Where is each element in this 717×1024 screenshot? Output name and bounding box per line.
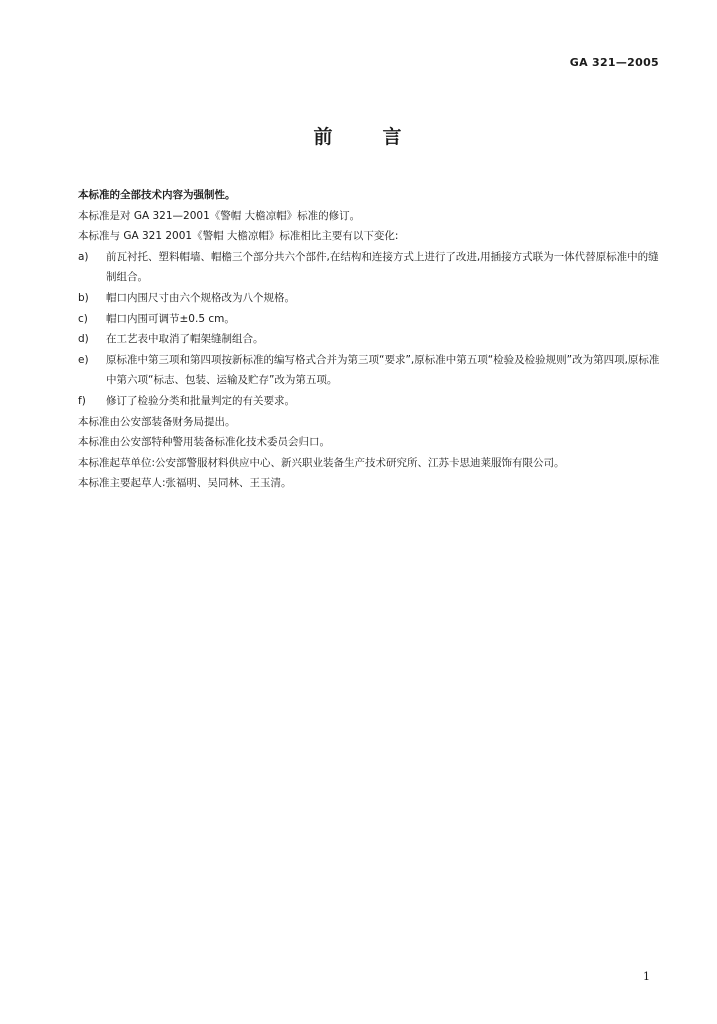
list-item-text: 帽口内围尺寸由六个规格改为八个规格。 (106, 291, 295, 304)
list-item-label: a) (78, 250, 89, 263)
list-item-text: 前瓦衬托、塑料帽墙、帽檐三个部分共六个部件,在结构和连接方式上进行了改进,用插接方式联为一体代替原标准中的缝制组合。 (106, 250, 659, 284)
paragraph-administrator: 本标准由公安部特种警用装备标准化技术委员会归口。 (78, 436, 330, 449)
foreword-body (52, 185, 662, 494)
title-char-2: 言 (382, 126, 404, 148)
list-item-label: d) (78, 333, 89, 346)
page-number: 1 (643, 970, 650, 983)
list-item (52, 350, 662, 391)
paragraph-revision: 本标准是对 GA 321—2001《警帽 大檐凉帽》标准的修订。 (78, 209, 361, 222)
list-item (52, 391, 662, 412)
paragraph-drafters: 本标准主要起草人:张福明、吴同林、王玉清。 (78, 477, 292, 490)
list-item (52, 247, 662, 288)
paragraph-changes-intro: 本标准与 GA 321 2001《警帽 大檐凉帽》标准相比主要有以下变化: (78, 230, 399, 243)
list-item-label: b) (78, 291, 89, 304)
list-item-label: f) (78, 394, 86, 407)
list-item-text: 在工艺表中取消了帽架缝制组合。 (106, 333, 264, 346)
list-item-text: 帽口内围可调节±0.5 cm。 (106, 312, 235, 325)
standard-number: GA 321—2005 (569, 56, 659, 69)
paragraph-proposer: 本标准由公安部装备财务局提出。 (78, 415, 236, 428)
paragraph-mandatory: 本标准的全部技术内容为强制性。 (78, 189, 236, 201)
page-title (0, 122, 717, 149)
list-item (52, 288, 662, 309)
paragraph-drafting-units: 本标准起草单位:公安部警服材料供应中心、新兴职业装备生产技术研究所、江苏卡思迪莱服饰有限公司。 (78, 456, 565, 469)
list-item-text: 原标准中第三项和第四项按新标准的编写格式合并为第三项“要求”,原标准中第五项“检验及检验规则”改为第四项,原标准中第六项“标志、包装、运输及贮存”改为第五项。 (106, 353, 660, 387)
list-item-label: c) (78, 312, 88, 325)
title-char-1: 前 (313, 126, 335, 148)
list-item (52, 309, 662, 330)
list-item-label: e) (78, 353, 89, 366)
list-item (52, 329, 662, 350)
list-item-text: 修订了检验分类和批量判定的有关要求。 (106, 394, 295, 407)
